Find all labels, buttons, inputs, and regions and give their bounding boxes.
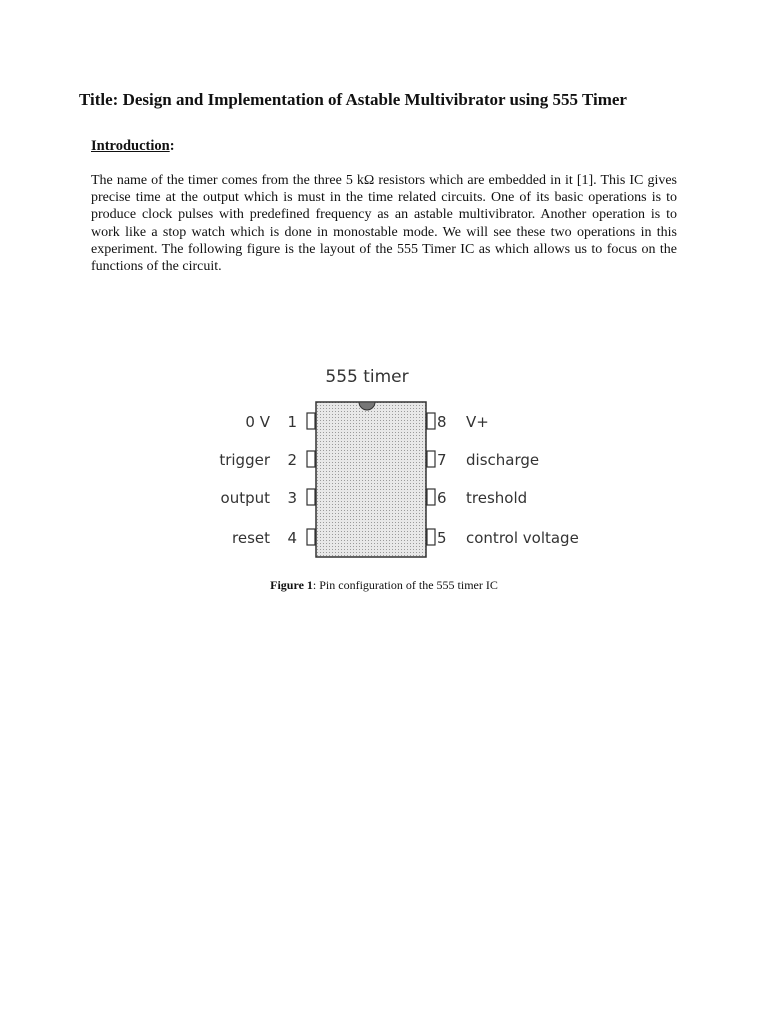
pin-6 [427,489,435,505]
pin-8-number: 8 [437,413,447,431]
pin-5-number: 5 [437,529,447,547]
pin-7-number: 7 [437,451,447,469]
document-title: Title: Design and Implementation of Astable Multivibrator using 555 Timer [79,90,627,109]
pin-5-label: control voltage [466,529,579,547]
figure-caption-text: : Pin configuration of the 555 timer IC [312,578,498,592]
pin-diagram-figure [212,360,592,565]
pin-2-label: trigger [219,451,270,469]
pin-5 [427,529,435,545]
chip-title: 555 timer [325,367,409,387]
pin-3-number: 3 [287,489,297,507]
pin-4 [307,529,315,545]
ic-body [316,402,426,557]
pin-1-label: 0 V [245,413,270,431]
pin-1-number: 1 [287,413,297,431]
pin-1 [307,413,315,429]
section-heading-colon: : [169,138,175,154]
pin-2 [307,451,315,467]
pin-4-number: 4 [287,529,297,547]
pin-3-label: output [220,489,270,507]
section-heading-text: Introduction [91,138,170,154]
figure-caption-label: Figure 1 [270,578,313,592]
pin-4-label: reset [232,529,270,547]
pin-6-number: 6 [437,489,447,507]
section-heading [91,138,175,155]
intro-paragraph: The name of the timer comes from the three 5 kΩ resistors which are embedded in it [1]. This IC gives precise time at the output which is must in the time related circuits. One of its basic operations is to produce clock pulses with predefined frequency as an astable multivibrator. Another operation is to work like a stop watch which is done in monostable mode. We will see these two operations in this experiment. The following figure is the layout of the 555 Timer IC as which allows us to focus on the functions of the circuit. [91,173,677,275]
pin-8-label: V+ [466,413,489,431]
pin-3 [307,489,315,505]
pin-2-number: 2 [287,451,297,469]
pin-8 [427,413,435,429]
pin-7-label: discharge [466,451,540,469]
pin-7 [427,451,435,467]
pin-6-label: treshold [466,489,528,507]
figure-caption [0,578,768,593]
pin-diagram [212,360,592,565]
